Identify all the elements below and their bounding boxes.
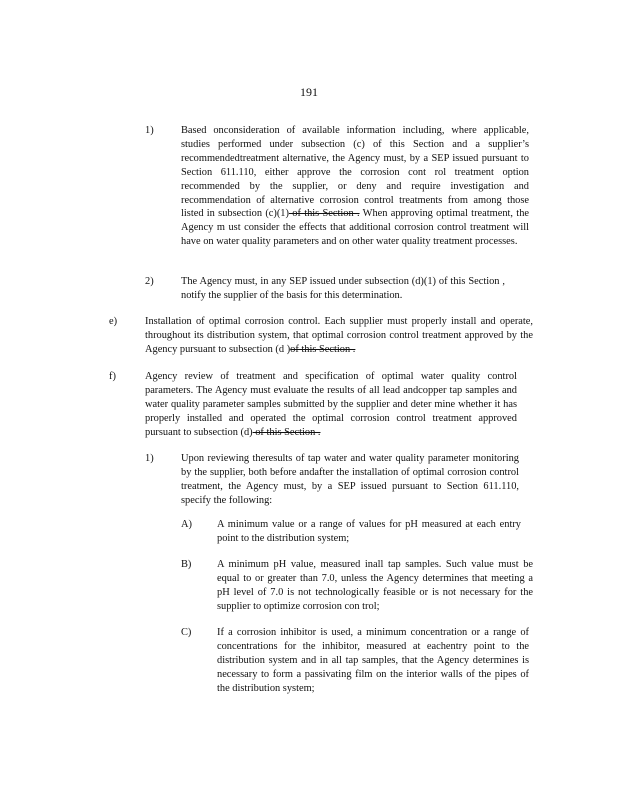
- item-text: Based onconsideration of available information including, where applicable, studies performed under subsection (c) of this Section and a supplier’s recommendedtreatment alternative, the Agency must, by a SEP issued pursuant to Section 611.110, either approve the corrosion cont rol treatment option recommended by the supplier, or deny and require investigation and recommendation of alternative corrosion control treatments from among those listed in subsection (c)(1) of this Section . When approving optimal treatment, the Agency m ust consider the effects that additional corrosion control treatment will have on water quality parameters and on other water quality treatment processes.: [181, 125, 529, 248]
- item-text: A minimum pH value, measured inall tap samples. Such value must be equal to or greater than 7.0, unless the Agency determines that meeting a pH level of 7.0 is not technologically feasible or is not necessary for the supplier to optimize corrosion con trol;: [217, 559, 533, 612]
- subsection-d-1: [0, 124, 618, 264]
- subsection-f-1-A: [0, 518, 618, 546]
- item-text: Upon reviewing theresults of tap water and water quality parameter monitoring by the supplier, both before andafter the installation of optimal corrosion control treatment, the Agency must, by a SEP issued pursuant to Section 611.110, specify the following:: [181, 453, 519, 506]
- subsection-e: [0, 315, 618, 357]
- subsection-f-1-B: [0, 558, 618, 614]
- item-text: A minimum value or a range of values for pH measured at each entry point to the distribution system;: [217, 519, 521, 544]
- subsection-d-2: [0, 275, 618, 303]
- struck-text: of this Section .: [288, 208, 360, 220]
- page-number: 191: [300, 85, 318, 99]
- struck-text: of this Section .: [290, 343, 356, 355]
- subsection-f-1: [0, 452, 618, 508]
- item-label: f): [109, 371, 116, 382]
- subsection-f: [0, 370, 618, 440]
- subsection-f-1-C: [0, 626, 618, 710]
- item-text: Installation of optimal corrosion control. Each supplier must properly install and operate, throughout its distribution system, that optimal corrosion control treatment approved by the Agency pursuant to subsection (d )of this Section .: [145, 316, 533, 355]
- item-label: e): [109, 316, 118, 327]
- item-label: 1): [145, 453, 154, 464]
- item-text: If a corrosion inhibitor is used, a minimum concentration or a range of concentrations for the inhibitor, measured at eachentry point to the distribution system and in all tap samples, that the Agency determines is necessary to form a passivating film on the interior walls of the pipes of the distribution system;: [217, 627, 529, 694]
- struck-text: of this Section .: [252, 426, 321, 438]
- item-label: C): [181, 627, 192, 638]
- item-label: 1): [145, 125, 154, 136]
- item-text: Agency review of treatment and specification of optimal water quality control parameters. The Agency must evaluate the results of all lead andcopper tap samples and water quality parameter samples submitted by the supplier and deter mine whether it has properly installed and operated the optimal corrosion control treatment approved pursuant to subsection (d) of this Section .: [145, 371, 517, 438]
- item-label: B): [181, 559, 192, 570]
- item-label: 2): [145, 276, 154, 287]
- item-label: A): [181, 519, 192, 530]
- item-text: The Agency must, in any SEP issued under subsection (d)(1) of this Section , notify the supplier of the basis for this determination.: [181, 276, 505, 301]
